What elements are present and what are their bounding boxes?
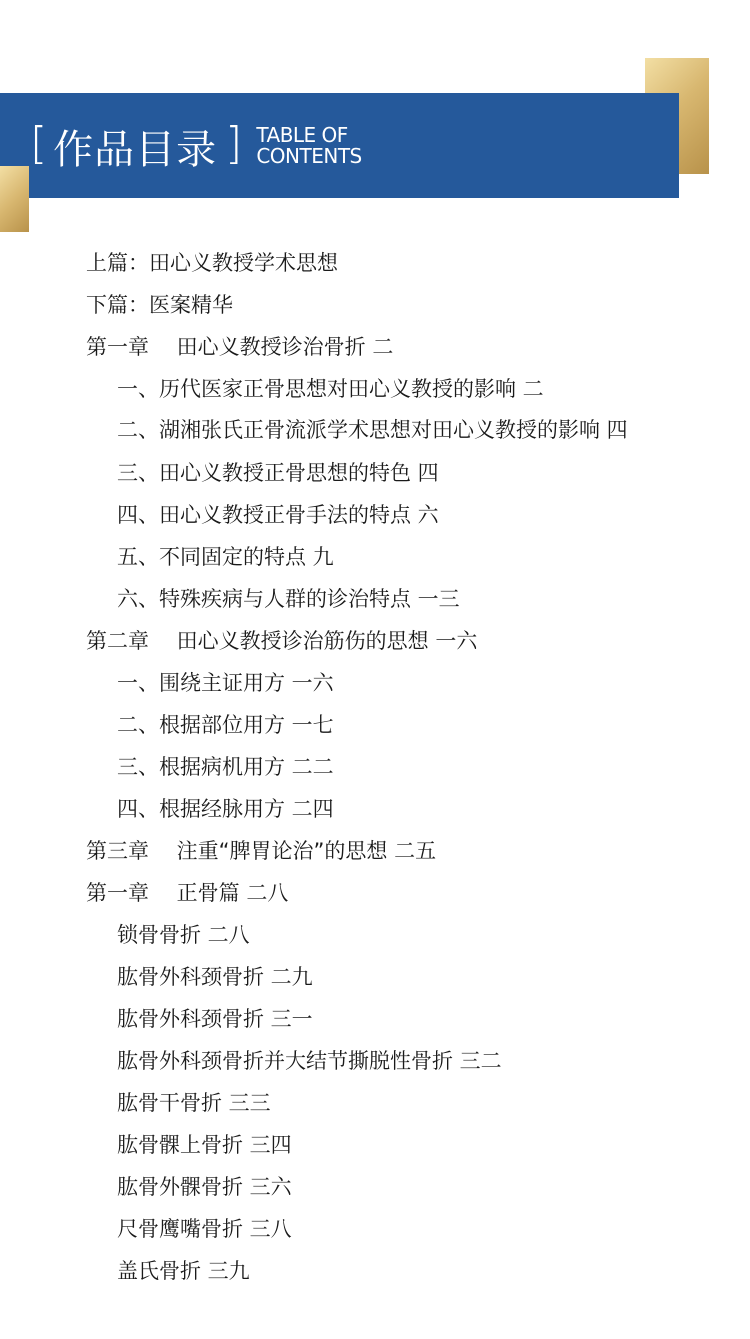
toc-chapter-entry[interactable]: 上篇：田心义教授学术思想 (86, 251, 338, 275)
toc-section-entry[interactable]: 一、围绕主证用方 一六 (117, 671, 334, 695)
toc-section-entry[interactable]: 盖氏骨折 三九 (117, 1259, 250, 1283)
toc-section-entry[interactable]: 肱骨外科颈骨折 三一 (117, 1007, 313, 1031)
toc-section-entry[interactable]: 肱骨外科颈骨折并大结节撕脱性骨折 三二 (117, 1049, 502, 1073)
toc-section-entry[interactable]: 五、不同固定的特点 九 (117, 545, 334, 569)
toc-section-entry[interactable]: 四、根据经脉用方 二四 (117, 797, 334, 821)
toc-section-entry[interactable]: 锁骨骨折 二八 (117, 923, 250, 947)
page-title (30, 120, 362, 172)
toc-section-entry[interactable]: 三、田心义教授正骨思想的特色 四 (117, 461, 439, 485)
toc-section-entry[interactable]: 肱骨外髁骨折 三六 (117, 1175, 292, 1199)
bracket-open: [ (30, 118, 48, 169)
title-english (256, 125, 361, 167)
toc-chapter-entry[interactable]: 第二章 田心义教授诊治筋伤的思想 一六 (86, 629, 478, 653)
toc-chapter-entry[interactable]: 第一章 田心义教授诊治骨折 二 (86, 335, 394, 359)
toc-section-entry[interactable]: 三、根据病机用方 二二 (117, 755, 334, 779)
gold-accent-left (0, 166, 29, 232)
toc-section-entry[interactable]: 肱骨髁上骨折 三四 (117, 1133, 292, 1157)
toc-section-entry[interactable]: 肱骨外科颈骨折 二九 (117, 965, 313, 989)
toc-section-entry[interactable]: 肱骨干骨折 三三 (117, 1091, 271, 1115)
toc-section-entry[interactable]: 一、历代医家正骨思想对田心义教授的影响 二 (117, 377, 544, 401)
toc-section-entry[interactable]: 尺骨鹰嘴骨折 三八 (117, 1217, 292, 1241)
toc-chapter-entry[interactable]: 第一章 正骨篇 二八 (86, 881, 289, 905)
toc-section-entry[interactable]: 二、根据部位用方 一七 (117, 713, 334, 737)
toc-section-entry[interactable]: 四、田心义教授正骨手法的特点 六 (117, 503, 439, 527)
bracket-close: ] (225, 118, 243, 169)
toc-section-entry[interactable]: 六、特殊疾病与人群的诊治特点 一三 (117, 587, 460, 611)
title-english-line2: CONTENTS (256, 144, 362, 168)
toc-chapter-entry[interactable]: 第三章 注重“脾胃论治”的思想 二五 (86, 839, 437, 863)
title-chinese: 作品目录 (53, 126, 218, 173)
toc-section-entry[interactable]: 二、湖湘张氏正骨流派学术思想对田心义教授的影响 四 (117, 418, 628, 442)
title-english-line1: TABLE OF (256, 123, 348, 147)
table-of-contents (0, 242, 750, 1292)
toc-chapter-entry[interactable]: 下篇：医案精华 (86, 293, 233, 317)
